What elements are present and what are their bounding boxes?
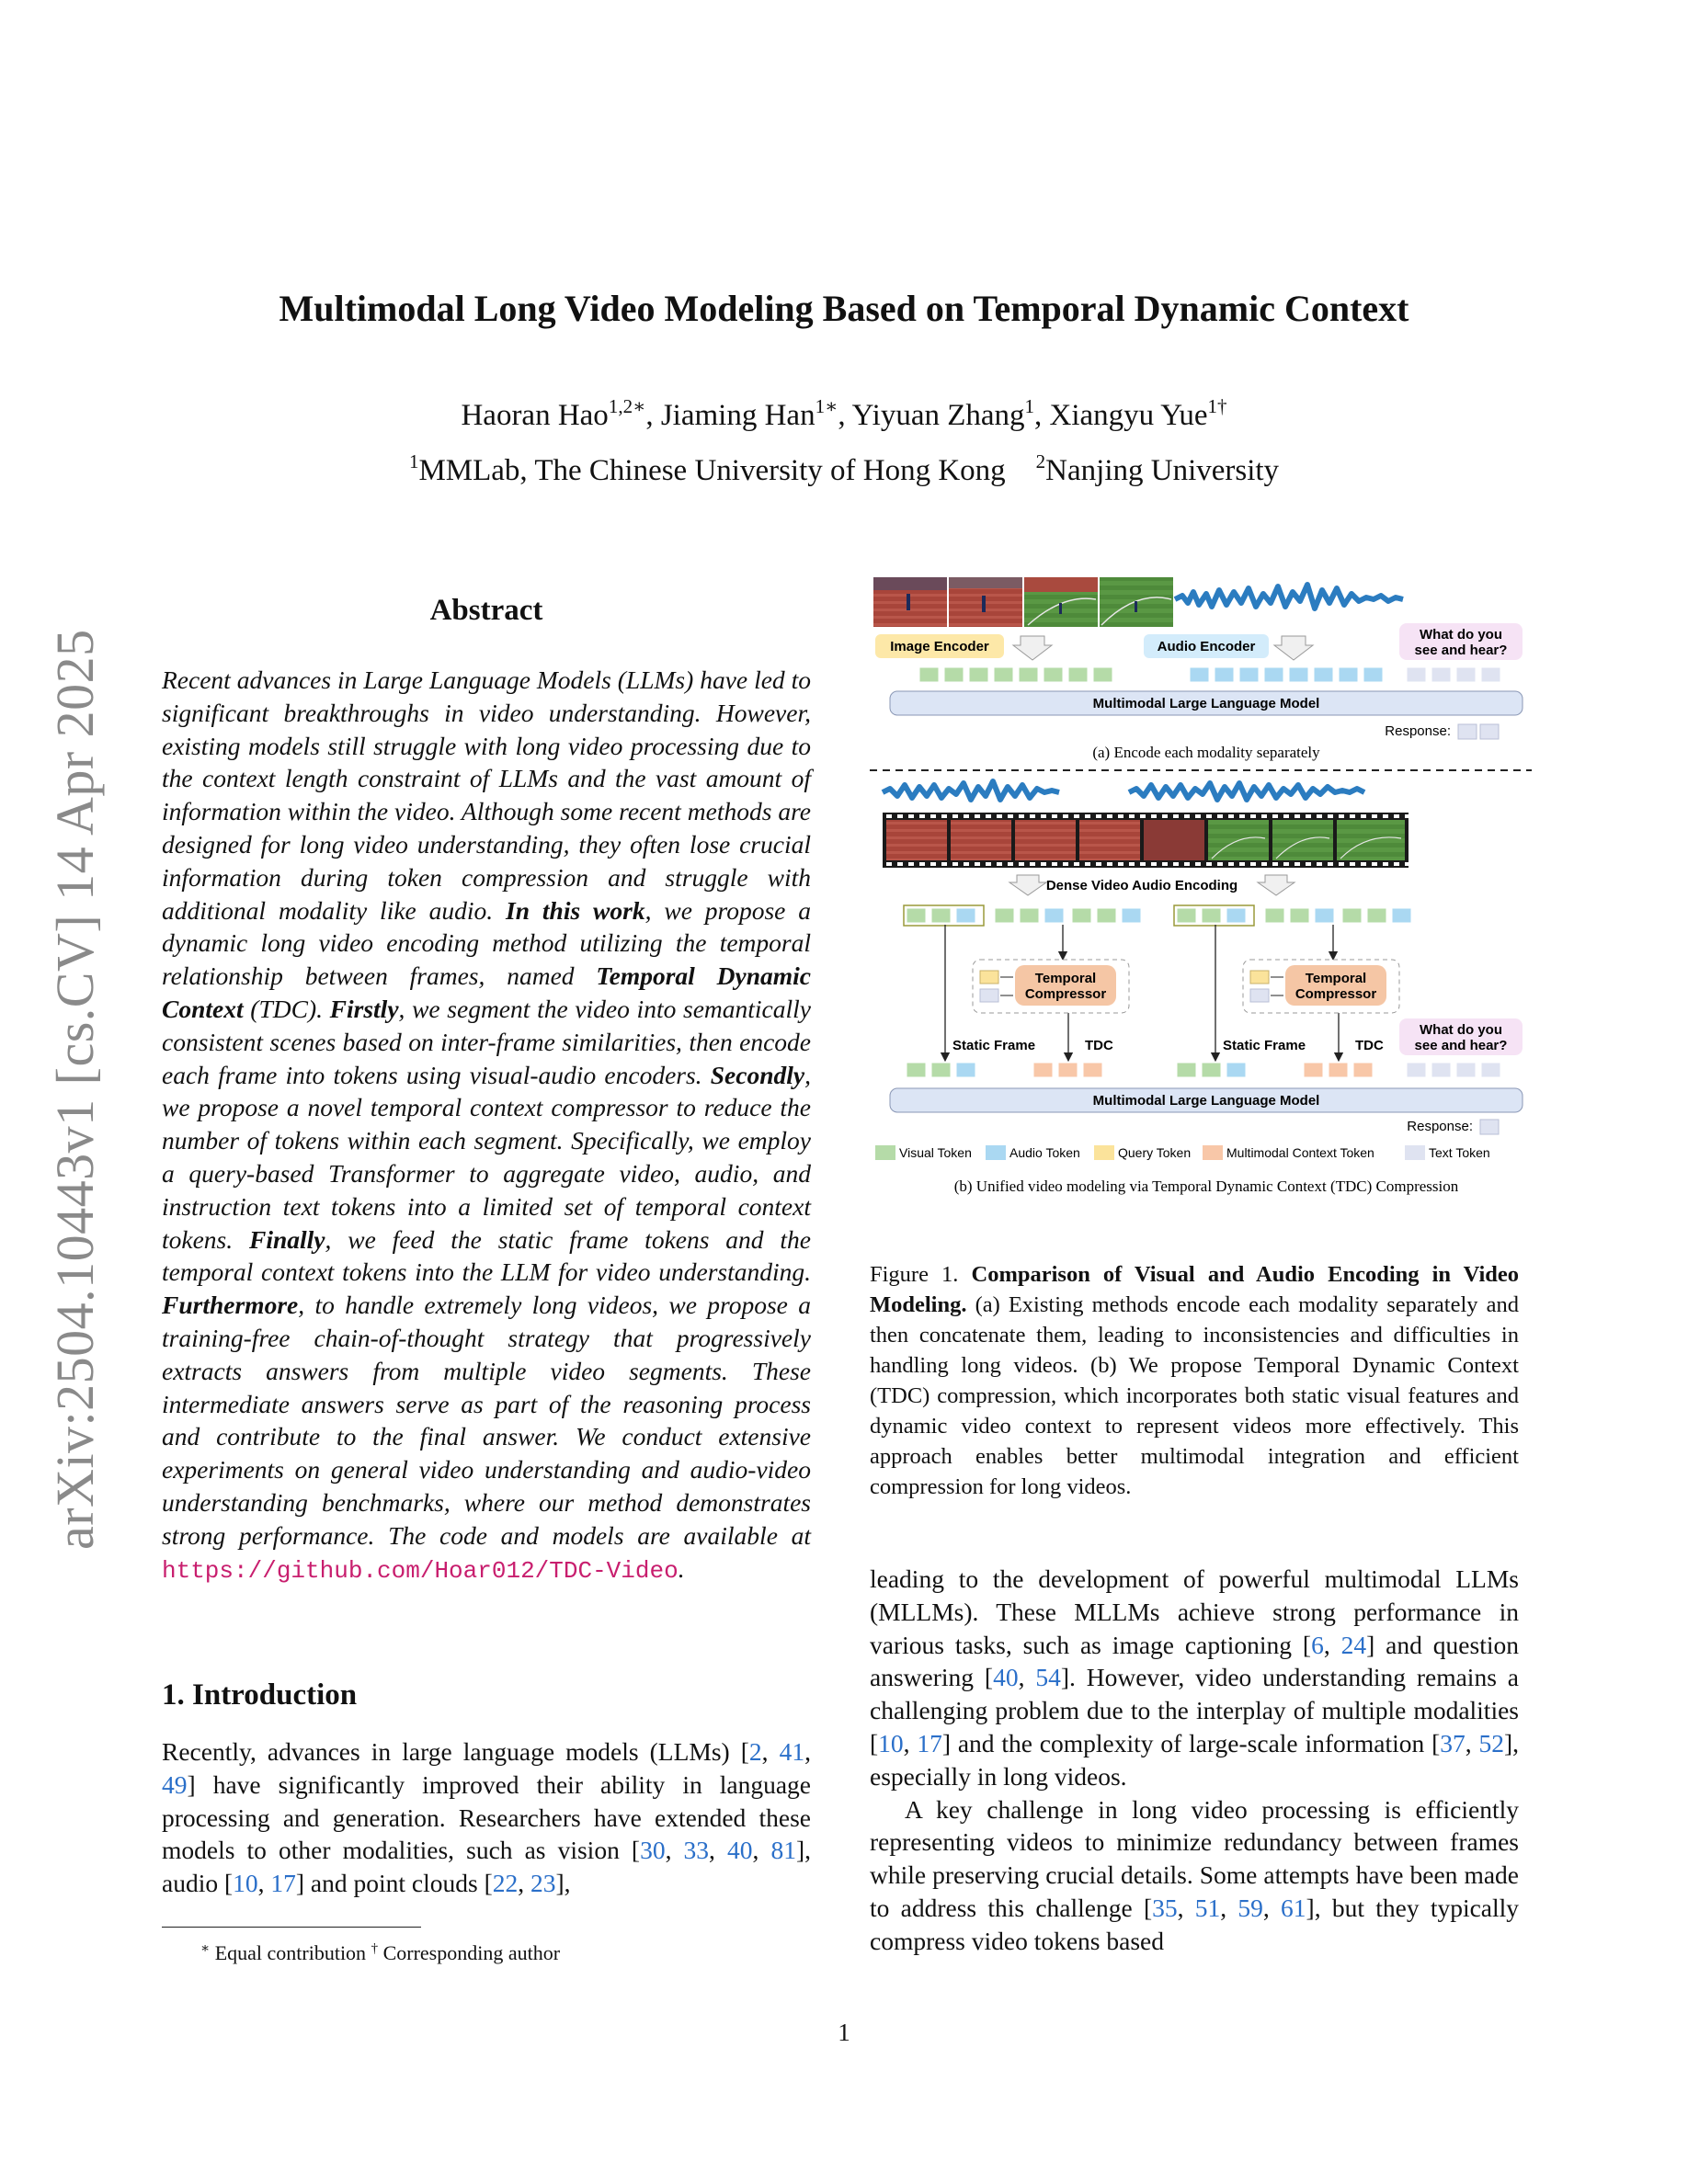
intro-text: , [761,1737,780,1766]
audio-token [956,1063,975,1077]
down-arrow-icon [1258,875,1295,895]
down-arrow-icon [1009,875,1046,895]
visual-token [1097,908,1116,923]
body-text: , [1262,1893,1282,1922]
intro-text: , [752,1836,771,1865]
citation-link[interactable]: 17 [270,1869,296,1898]
abstract-bold: Furthermore [162,1291,299,1320]
intro-text: , [518,1869,530,1898]
audio-token [1339,667,1358,682]
intro-text: ], audio [ [162,1836,812,1898]
question-line-1: What do you [1420,627,1502,643]
author-sup: 1,2∗ [608,395,646,417]
compressor-label-1: Temporal [1034,971,1097,986]
down-arrow-icon [1274,636,1313,660]
audio-token [1226,1063,1246,1077]
visual-token [969,667,988,682]
text-token [1481,1063,1500,1077]
question-line-1: What do you [1420,1022,1502,1038]
intro-text: Recently, advances in large language models (LLMs) [ [162,1737,749,1766]
audio-token [1122,908,1141,923]
body-text: , [1177,1893,1195,1922]
text-token [1481,667,1500,682]
visual-token [1367,908,1386,923]
affiliations [0,450,1688,488]
text-token [1456,1063,1476,1077]
intro-text: ] have significantly improved their ability in language processing and generation. Researchers have extended these models to other modalities, such as vision [ [162,1769,811,1865]
author-name: Jiaming Han [660,399,815,432]
citation-link[interactable]: 52 [1478,1728,1504,1757]
response-label-b: Response: [1407,1119,1473,1134]
citation-link[interactable]: 10 [878,1728,904,1757]
body-text: ]. However, video understanding remains a challenging problem due to the interplay of multiple modalities [ [870,1663,1519,1757]
context-token [1033,1063,1053,1077]
paragraph [870,1563,1519,1793]
body-text: , [1323,1630,1341,1659]
audio-wave-b [883,781,1364,800]
visual-token [994,667,1013,682]
abstract-bold: In this work [506,895,645,925]
visual-token [1068,667,1088,682]
citation-link[interactable]: 22 [492,1869,519,1898]
audio-token [1190,667,1209,682]
text-token [1456,667,1476,682]
citation-link[interactable]: 37 [1440,1728,1466,1757]
body-text: , [1465,1728,1479,1757]
author-name: Yiyuan Zhang [851,399,1025,432]
footnote-text: Equal contribution [210,1941,371,1964]
intro-paragraph [162,1735,811,1900]
citation-link[interactable]: 30 [640,1836,666,1865]
visual-token [931,1063,951,1077]
abstract-text: , we segment the video into semantically consistent scenes based on inter-frame similarities, then encode each frame into tokens using visual-audio encoders. [162,994,811,1089]
body-text: ], but they typically compress video tokens based [870,1893,1520,1955]
abstract-bold: Secondly [710,1060,805,1089]
citation-link[interactable]: 59 [1237,1893,1263,1922]
legend-text: Text Token [1429,1145,1490,1160]
compressor-label-2: Compressor [1295,986,1377,1002]
question-line-2: see and hear? [1414,1038,1508,1053]
compressor-label-1: Temporal [1305,971,1367,986]
body-text: ] and the complexity of large-scale information [ [941,1728,1441,1757]
author-sup: 1∗ [815,395,838,417]
paragraph [870,1793,1519,1958]
affil-name: Nanjing University [1045,454,1280,487]
citation-link[interactable]: 54 [1035,1663,1061,1692]
caption-text: (a) Existing methods encode each modality separately and then concatenate them, leading to inconsistencies and difficulties in handling long videos. (b) We propose Temporal Dynamic Context (TDC) compression, which incorporates both static visual features and dynamic video context to represent videos more effectively. This approach enables better multimodal integration and efficient compression for long videos. [870,1292,1519,1499]
visual-token [919,667,939,682]
visual-token [944,667,964,682]
visual-token [1093,667,1112,682]
citation-link[interactable]: 2 [748,1737,762,1766]
image-encoder-label: Image Encoder [890,639,989,654]
figure-caption [870,1259,1519,1502]
caption-a: (a) Encode each modality separately [1092,744,1320,761]
citation-link[interactable]: 35 [1152,1893,1178,1922]
audio-token [1363,667,1383,682]
caption-bold: Comparison of Visual and Audio Encoding in Video Modeling. [870,1262,1519,1317]
visual-token [907,1063,926,1077]
body-text: , [903,1728,918,1757]
visual-token [1177,1063,1196,1077]
affil-sup: 1 [408,450,419,472]
body-text: ], especially in long videos. [870,1728,1520,1791]
affil-sup: 2 [1035,450,1046,472]
figure-1-diagram [870,572,1532,1206]
abstract-heading: Abstract [429,594,543,627]
visual-token [1072,908,1091,923]
legend-audio: Audio Token [1009,1145,1080,1160]
visual-token [1290,908,1309,923]
intro-text: , [665,1836,684,1865]
audio-token [1314,667,1333,682]
video-frames-b [883,813,1410,868]
abstract-text: , we propose a novel temporal context compressor to reduce the number of tokens within each segment. Specifically, we employ a query-based Transformer to aggregate video, audio, and instruction text tokens into a limited set of temporal context tokens. [162,1060,811,1254]
visual-token [1265,908,1284,923]
footnote-mark: ∗ [200,1941,211,1956]
visual-token [1019,667,1038,682]
visual-token [1044,667,1063,682]
down-arrow-icon [1013,636,1052,660]
visual-token [995,908,1014,923]
audio-token [1215,667,1234,682]
abstract-text: , to handle extremely long videos, we propose a training-free chain-of-thought strategy that progressively extracts answers from multiple video segments. These intermediate answers serve as part of the reasoning process and contribute to the final answer. We conduct extensive experiments on general video understanding and audio-video understanding benchmarks, where our method demonstrates strong performance. The code and models are available at [162,1291,811,1550]
mllm-label-b: Multimodal Large Language Model [1092,1093,1320,1109]
citation-link[interactable]: 40 [727,1836,753,1865]
body-text: , [1220,1893,1238,1922]
audio-token [1392,908,1411,923]
abstract-text: (TDC). [243,994,330,1023]
body-text: leading to the development of powerful multimodal LLMs (MLLMs). These MLLMs achieve strong performance in various tasks, such as image captioning [ [870,1564,1519,1659]
right-column-text [870,1563,1519,1958]
citation-link[interactable]: 81 [770,1836,796,1865]
abstract-bold: Temporal Dynamic Context [162,961,811,1023]
legend-visual: Visual Token [899,1145,972,1160]
arxiv-stamp: arXiv:2504.10443v1 [cs.CV] 14 Apr 2025 [45,629,105,1550]
legend-query: Query Token [1118,1145,1192,1160]
abstract-body [162,664,811,1587]
visual-token [1202,908,1221,923]
context-token [1329,1063,1348,1077]
author-sup: 1† [1207,395,1227,417]
visual-token [1342,908,1362,923]
intro-text: , [257,1869,271,1898]
abstract-text: , we feed the static frame tokens and the temporal context tokens into the LLM for video understanding. [162,1224,811,1287]
context-token [1058,1063,1078,1077]
caption-label: Figure 1. [870,1262,972,1287]
footnote-text: Corresponding author [378,1941,561,1964]
audio-encoder-label: Audio Encoder [1157,639,1256,654]
audio-token [1315,908,1334,923]
page-number: 1 [838,2019,850,2046]
citation-link[interactable]: 24 [1340,1630,1367,1659]
compressor-label-2: Compressor [1024,986,1107,1002]
text-token [1431,1063,1451,1077]
author-name: Xiangyu Yue [1049,399,1208,432]
legend [875,1145,1490,1160]
visual-token [1020,908,1039,923]
dense-encoding-label: Dense Video Audio Encoding [1045,878,1238,893]
tdc-label: TDC [1355,1038,1384,1053]
context-token [1353,1063,1373,1077]
text-token [1407,667,1426,682]
audio-token [1264,667,1283,682]
author-list: Haoran Hao$^{1,2∗}$, Jiaming Han$^{1∗}$, Yiyuan Zhang$^1$, Xiangyu Yue$^{1\dagger}$ [461,395,1227,432]
static-frame-label: Static Frame [1223,1038,1306,1053]
affil-name: MMLab, The Chinese University of Hong Kong [418,454,1006,487]
citation-link[interactable]: 41 [779,1737,805,1766]
citation-link[interactable]: 17 [917,1728,942,1757]
visual-token [907,908,926,923]
context-token [1083,1063,1102,1077]
intro-text: , [709,1836,728,1865]
audio-token [956,908,975,923]
legend-context: Multimodal Context Token [1226,1145,1374,1160]
intro-text: , [804,1737,811,1766]
section-heading: 1. Introduction [162,1678,358,1712]
footnote-mark: † [371,1941,379,1956]
abstract-text: . [678,1553,685,1583]
caption-b: (b) Unified video modeling via Temporal Dynamic Context (TDC) Compression [953,1177,1459,1195]
temporal-compressor-1 [973,960,1129,1013]
audio-token [1226,908,1246,923]
visual-token [1202,1063,1221,1077]
citation-link[interactable]: 10 [233,1869,258,1898]
citation-link[interactable]: 49 [162,1769,188,1799]
footnote [162,1939,811,1965]
citation-link[interactable]: 33 [683,1836,710,1865]
author-name: Haoran Hao [461,399,609,432]
abstract-bold: Finally [248,1224,325,1254]
audio-token [1289,667,1308,682]
intro-text: ] and point clouds [ [295,1869,493,1898]
text-token [1407,1063,1426,1077]
code-link[interactable]: https://github.com/Hoar012/TDC-Video [162,1556,679,1585]
response-label-a: Response: [1385,723,1451,739]
body-text: , [1018,1663,1036,1692]
citation-link[interactable]: 6 [1311,1630,1324,1659]
audio-token [1239,667,1259,682]
paper-title: Multimodal Long Video Modeling Based on Temporal Dynamic Context [279,288,1409,329]
abstract-bold: Firstly [329,994,399,1023]
mllm-label-a: Multimodal Large Language Model [1092,696,1320,711]
footnote-rule [162,1927,421,1928]
citation-link[interactable]: 51 [1194,1893,1221,1922]
question-line-2: see and hear? [1414,643,1508,658]
visual-tokens-a [919,667,1500,682]
audio-wave-a [1175,585,1403,609]
static-frame-label: Static Frame [952,1038,1036,1053]
author-sup: 1 [1024,395,1035,417]
text-token [1431,667,1451,682]
intro-text: ], [555,1869,571,1898]
temporal-compressor-2 [1243,960,1399,1013]
context-token [1304,1063,1323,1077]
tdc-label: TDC [1085,1038,1113,1053]
video-frames-a [873,577,1173,627]
citation-link[interactable]: 61 [1281,1893,1306,1922]
abstract-text: , we propose a dynamic long video encoding method utilizing the temporal relationship between frames, named [162,895,811,991]
body-text: ] and question answering [ [870,1630,1519,1692]
abstract-text: Recent advances in Large Language Models (LLMs) have led to significant breakthroughs in video understanding. However, existing models still struggle with long video processing due to the context length constraint of LLMs and the vast amount of information within the video. Although some recent methods are designed for long video understanding, they often lose crucial information during token compression and struggle with additional modality like audio. [162,665,811,925]
citation-link[interactable]: 23 [530,1869,556,1898]
audio-token [1044,908,1064,923]
citation-link[interactable]: 40 [993,1663,1019,1692]
body-text: A key challenge in long video processing is efficiently representing videos to minimize redundancy between frames while preserving crucial details. Some attempts have been made to address this challenge [ [870,1794,1519,1922]
visual-token [931,908,951,923]
visual-token [1177,908,1196,923]
